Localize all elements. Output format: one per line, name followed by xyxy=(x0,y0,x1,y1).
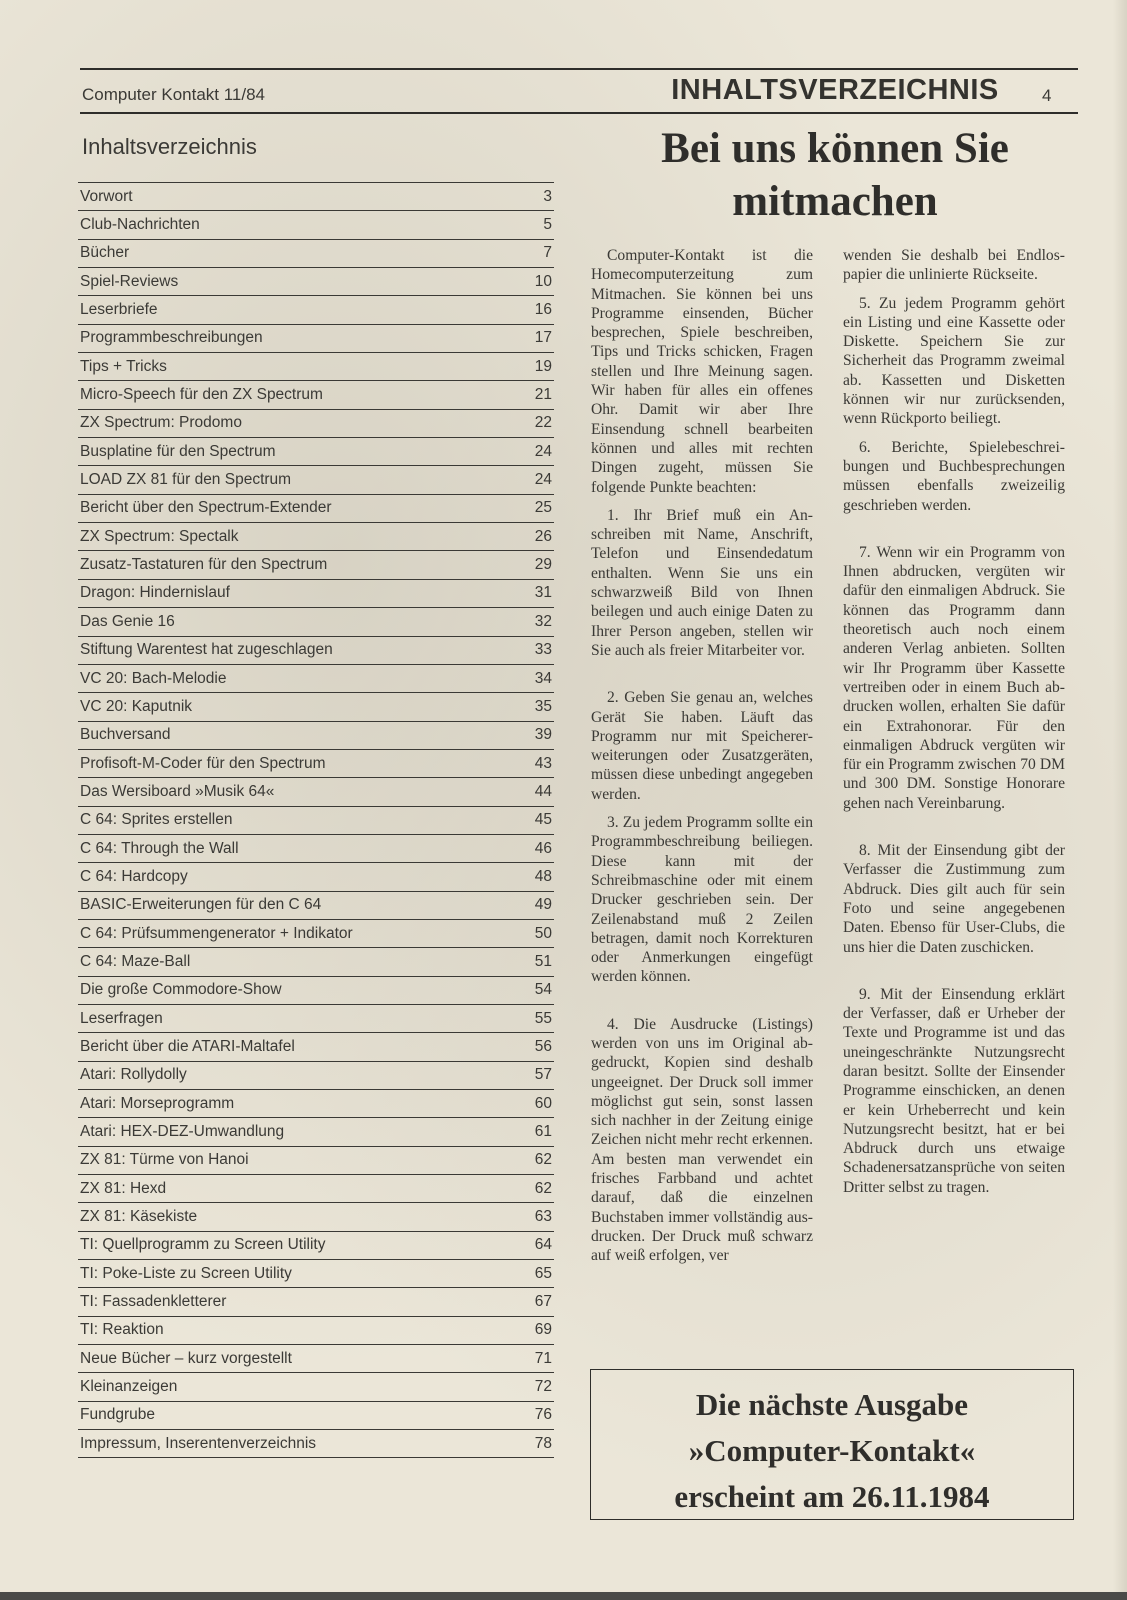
toc-entry xyxy=(78,1373,554,1401)
toc-entry-page: 61 xyxy=(534,1123,552,1141)
next-issue-line-1: Die nächste Ausgabe xyxy=(695,1387,969,1422)
toc-entry-page: 57 xyxy=(534,1066,552,1084)
toc-entry-title: ZX 81: Türme von Hanoi xyxy=(80,1151,249,1169)
toc-entry-page: 33 xyxy=(534,641,552,659)
toc-entry-page: 5 xyxy=(543,216,552,234)
toc-entry-page: 19 xyxy=(534,357,552,375)
toc-entry xyxy=(78,211,554,239)
toc-entry xyxy=(78,750,554,778)
toc-entry-title: Bericht über die ATARI-Maltafel xyxy=(80,1037,295,1055)
toc-entry-title: Spiel-Reviews xyxy=(80,272,179,290)
toc-entry-page: 44 xyxy=(534,782,552,800)
toc-entry xyxy=(78,693,554,721)
next-issue-line-3: erscheint am 26.11.1984 xyxy=(674,1479,990,1514)
toc-entry xyxy=(78,1203,554,1231)
toc-entry-page: 56 xyxy=(534,1037,552,1055)
toc-entry xyxy=(78,665,554,693)
toc-entry-page: 54 xyxy=(534,981,552,999)
toc-entry xyxy=(78,183,554,211)
toc-entry-title: Leserbriefe xyxy=(80,301,158,319)
toc-entry xyxy=(78,1062,554,1090)
toc-entry-page: 3 xyxy=(543,187,552,205)
toc-entry xyxy=(78,1260,554,1288)
toc-entry-title: BASIC-Erweiterungen für den C 64 xyxy=(80,896,322,914)
article-point-1: 1. Ihr Brief muß ein Anschreiben mit Name, Anschrift, Telefon und Einsendedatum enthalten. Wenn Sie uns ein schwarzweiß Bild von Ihnen beilegen und auch einige Daten zu Ihrer Person angeben, stellen wir Sie auch als freier Mitarbeiter vor. xyxy=(591,506,813,659)
toc-entry-page: 62 xyxy=(534,1151,552,1169)
toc-entry xyxy=(78,1090,554,1118)
toc-entry xyxy=(78,948,554,976)
toc-entry-title: VC 20: Kaputnik xyxy=(80,697,193,715)
toc-entry-title: Atari: Morseprogramm xyxy=(80,1094,235,1112)
toc-entry-title: Stiftung Warentest hat zugeschlagen xyxy=(80,641,333,659)
toc-entry-page: 69 xyxy=(534,1321,552,1339)
toc-entry xyxy=(78,551,554,579)
toc-entry-title: TI: Poke-Liste zu Screen Utility xyxy=(80,1264,292,1282)
toc-entry-page: 65 xyxy=(534,1264,552,1282)
toc-entry-page: 51 xyxy=(534,952,552,970)
next-issue-line-2: »Computer-Kontakt« xyxy=(688,1433,976,1468)
toc-entry-title: Kleinanzeigen xyxy=(80,1378,178,1396)
toc-entry xyxy=(78,438,554,466)
toc-entry-page: 22 xyxy=(534,414,552,432)
toc-entry xyxy=(78,1317,554,1345)
article-column-2 xyxy=(843,246,1065,1206)
toc-entry-title: C 64: Prüfsummengenerator + Indikator xyxy=(80,924,353,942)
toc-entry-title: C 64: Maze-Ball xyxy=(80,952,191,970)
article-point-9: 9. Mit der Einsendung erklärt der Verfasser, daß er Urheber der Texte und Programme ist und das uneingeschränkte Nutzungsrecht daran besitzt. Sollte der Einsender Programme einschicken, an denen er kein Urheberrecht und kein Nutzungsrecht besitzt, hat er bei Abdruck durch uns etwaige Schadenersatzansprüche von seiten Dritter selbst zu tragen. xyxy=(843,985,1065,1196)
toc-entry-page: 46 xyxy=(534,839,552,857)
toc-entry xyxy=(78,1175,554,1203)
toc-entry-title: Buchversand xyxy=(80,726,171,744)
article-column-1 xyxy=(591,246,813,1275)
toc-entry-page: 45 xyxy=(534,811,552,829)
toc-entry-page: 7 xyxy=(543,244,552,262)
toc-entry-title: ZX Spectrum: Spectalk xyxy=(80,527,239,545)
toc-entry xyxy=(78,778,554,806)
toc-entry-title: C 64: Through the Wall xyxy=(80,839,239,857)
toc-entry-page: 10 xyxy=(534,272,552,290)
toc-entry xyxy=(78,353,554,381)
toc-entry-page: 43 xyxy=(534,754,552,772)
page-edge-shadow xyxy=(1113,0,1127,1600)
table-of-contents xyxy=(78,182,554,1458)
toc-entry xyxy=(78,466,554,494)
toc-entry-title: VC 20: Bach-Melodie xyxy=(80,669,227,687)
toc-entry xyxy=(78,977,554,1005)
header-top-rule xyxy=(80,68,1078,70)
toc-entry-page: 17 xyxy=(534,329,552,347)
toc-entry-title: C 64: Hardcopy xyxy=(80,867,188,885)
toc-entry xyxy=(78,1033,554,1061)
toc-entry xyxy=(78,1232,554,1260)
toc-entry-title: Neue Bücher – kurz vorgestellt xyxy=(80,1349,292,1367)
scan-bottom-edge xyxy=(0,1592,1127,1600)
toc-entry-title: Leserfragen xyxy=(80,1009,163,1027)
toc-entry-page: 35 xyxy=(534,697,552,715)
section-title: INHALTSVERZEICHNIS xyxy=(671,74,999,106)
toc-entry-page: 76 xyxy=(534,1406,552,1424)
toc-entry xyxy=(78,608,554,636)
article-headline xyxy=(590,122,1080,228)
toc-entry xyxy=(78,835,554,863)
toc-entry-title: C 64: Sprites erstellen xyxy=(80,811,233,829)
toc-entry xyxy=(78,1147,554,1175)
toc-entry-page: 24 xyxy=(534,471,552,489)
toc-entry xyxy=(78,1005,554,1033)
toc-entry-title: Atari: HEX-DEZ-Umwandlung xyxy=(80,1123,285,1141)
toc-entry-page: 49 xyxy=(534,896,552,914)
toc-entry-title: Busplatine für den Spectrum xyxy=(80,442,276,460)
toc-entry-page: 34 xyxy=(534,669,552,687)
toc-entry-title: Das Genie 16 xyxy=(80,612,175,630)
toc-entry-title: TI: Fassadenkletterer xyxy=(80,1293,227,1311)
toc-entry xyxy=(78,1345,554,1373)
article-point-4: 4. Die Ausdrucke (Listings) werden von uns im Original abgedruckt, Kopien sind deshalb ungeeignet. Der Druck soll immer möglichst gut sein, sonst lassen sich nachher in der Zeitung einige Zeichen nicht mehr recht erkennen. Am besten man verwendet ein frisches Farbband und achtet darauf, daß die einzelnen Buchstaben immer vollständig ausdrucken. Der Druck muß schwarz auf weiß erfolgen, ver xyxy=(591,1015,813,1265)
toc-entry xyxy=(78,807,554,835)
toc-title: Inhaltsverzeichnis xyxy=(82,134,257,159)
toc-entry xyxy=(78,920,554,948)
page-number: 4 xyxy=(1042,86,1052,105)
toc-entry-page: 48 xyxy=(534,867,552,885)
next-issue-box xyxy=(590,1369,1074,1520)
toc-entry xyxy=(78,325,554,353)
article-point-5: 5. Zu jedem Programm gehört ein Listing und eine Kassette oder Diskette. Speichern Sie zur Sicherheit das Programm zweimal ab. Kassetten und Disketten können wir nur zurücksenden, wenn Rückporto beiliegt. xyxy=(843,294,1065,428)
article-point-8: 8. Mit der Einsendung gibt der Verfasser die Zustimmung zum Abdruck. Dies gilt auch für sein Foto und seine angegebenen Daten. Ebenso für User-Clubs, die uns hier die Daten zuschicken. xyxy=(843,842,1065,956)
toc-entry-title: ZX 81: Hexd xyxy=(80,1179,167,1197)
toc-entry xyxy=(78,523,554,551)
toc-entry-page: 24 xyxy=(534,442,552,460)
toc-entry-page: 64 xyxy=(534,1236,552,1254)
toc-entry-title: Das Wersiboard »Musik 64« xyxy=(80,782,275,800)
toc-entry-page: 60 xyxy=(534,1094,552,1112)
toc-entry-page: 21 xyxy=(534,386,552,404)
toc-entry xyxy=(78,1402,554,1430)
toc-entry-title: ZX 81: Käsekiste xyxy=(80,1208,198,1226)
toc-entry-page: 78 xyxy=(534,1434,552,1452)
toc-entry xyxy=(78,268,554,296)
toc-entry-page: 72 xyxy=(534,1378,552,1396)
toc-entry-page: 67 xyxy=(534,1293,552,1311)
toc-entry-title: Programmbeschreibungen xyxy=(80,329,263,347)
toc-entry-page: 50 xyxy=(534,924,552,942)
toc-entry-page: 16 xyxy=(534,301,552,319)
toc-entry-page: 26 xyxy=(534,527,552,545)
header-bottom-rule xyxy=(80,112,1078,114)
toc-entry xyxy=(78,1430,554,1458)
toc-entry-page: 31 xyxy=(534,584,552,602)
toc-entry-title: Fundgrube xyxy=(80,1406,155,1424)
toc-entry-title: Tips + Tricks xyxy=(80,357,167,375)
toc-entry-title: ZX Spectrum: Prodomo xyxy=(80,414,242,432)
toc-entry-title: Bericht über den Spectrum-Extender xyxy=(80,499,332,517)
article-intro: Computer-Kontakt ist die Homecomputerzeitung zum Mitmachen. Sie können bei uns Programme einsenden, Bücher besprechen, Spiele beschreiben, Tips und Tricks schicken, Fragen stellen und Ihre Meinung sagen. Wir haben für alles ein offenes Ohr. Damit wir aber Ihre Einsendung schnell bearbeiten können und alles mit rechten Dingen zugeht, müssen Sie folgende Punkte beachten: xyxy=(591,247,813,496)
toc-entry xyxy=(78,637,554,665)
toc-entry-page: 25 xyxy=(534,499,552,517)
toc-entry-title: Zusatz-Tastaturen für den Spectrum xyxy=(80,556,328,574)
toc-entry-page: 62 xyxy=(534,1179,552,1197)
headline-line-2: mitmachen xyxy=(732,178,938,225)
toc-entry xyxy=(78,580,554,608)
toc-entry xyxy=(78,240,554,268)
toc-entry xyxy=(78,381,554,409)
toc-entry xyxy=(78,863,554,891)
toc-entry xyxy=(78,410,554,438)
article-point-3: 3. Zu jedem Programm sollte ein Programmbeschreibung beiliegen. Diese kann mit der Schreibmaschine oder mit einem Drucker geschrieben sein. Der Zeilenabstand muß 2 Zeilen betragen, damit noch Korrekturen oder Anmerkungen eingefügt werden können. xyxy=(591,814,813,986)
toc-entry-title: Vorwort xyxy=(80,187,133,205)
toc-entry-title: Dragon: Hindernislauf xyxy=(80,584,230,602)
toc-entry-title: Impressum, Inserentenverzeichnis xyxy=(80,1434,317,1452)
toc-entry xyxy=(78,892,554,920)
toc-entry-page: 71 xyxy=(534,1349,552,1367)
toc-entry-title: Bücher xyxy=(80,244,130,262)
toc-entry-title: Profisoft-M-Coder für den Spectrum xyxy=(80,754,326,772)
toc-entry-page: 29 xyxy=(534,556,552,574)
article-point-7: 7. Wenn wir ein Programm von Ihnen abdrucken, vergüten wir dafür den einmaligen Abdruck. Sie können das Programm dann theoretisch auch noch einem anderen Verlag anbieten. Sollten wir Ihr Programm über Kassette vertreiben oder in einem Buch abdrucken wollen, erhalten Sie dafür ein Extrahonorar. Für den einmaligen Abdruck vergüten wir für ein Programm zwischen 70 DM und 300 DM. Sonstige Honorare gehen nach Vereinbarung. xyxy=(843,543,1065,812)
article-point-6: 6. Berichte, Spielebeschreibungen und Buchbesprechungen müssen ebenfalls zweizeilig geschrieben werden. xyxy=(843,438,1065,514)
toc-entry xyxy=(78,296,554,324)
toc-entry-title: LOAD ZX 81 für den Spectrum xyxy=(80,471,292,489)
toc-entry-title: Club-Nachrichten xyxy=(80,216,200,234)
headline-line-1: Bei uns können Sie xyxy=(661,125,1009,172)
toc-entry xyxy=(78,495,554,523)
toc-entry xyxy=(78,722,554,750)
toc-entry-title: Atari: Rollydolly xyxy=(80,1066,187,1084)
toc-entry xyxy=(78,1118,554,1146)
toc-entry-title: Die große Commodore-Show xyxy=(80,981,282,999)
toc-entry-page: 63 xyxy=(534,1208,552,1226)
toc-entry-page: 32 xyxy=(534,612,552,630)
article-point-4-continued: wenden Sie deshalb bei Endlospapier die unlinierte Rückseite. xyxy=(843,247,1065,284)
toc-entry-title: Micro-Speech für den ZX Spectrum xyxy=(80,386,323,404)
toc-entry-page: 55 xyxy=(534,1009,552,1027)
toc-entry-page: 39 xyxy=(534,726,552,744)
toc-entry-title: TI: Reaktion xyxy=(80,1321,164,1339)
toc-entry xyxy=(78,1288,554,1316)
masthead: Computer Kontakt 11/84 xyxy=(82,85,266,104)
article-point-2: 2. Geben Sie genau an, welches Gerät Sie haben. Läuft das Programm nur mit Speichererweiterungen oder Zusatzgeräten, müssen diese unbedingt angegeben werden. xyxy=(591,689,813,803)
toc-entry-title: TI: Quellprogramm zu Screen Utility xyxy=(80,1236,326,1254)
